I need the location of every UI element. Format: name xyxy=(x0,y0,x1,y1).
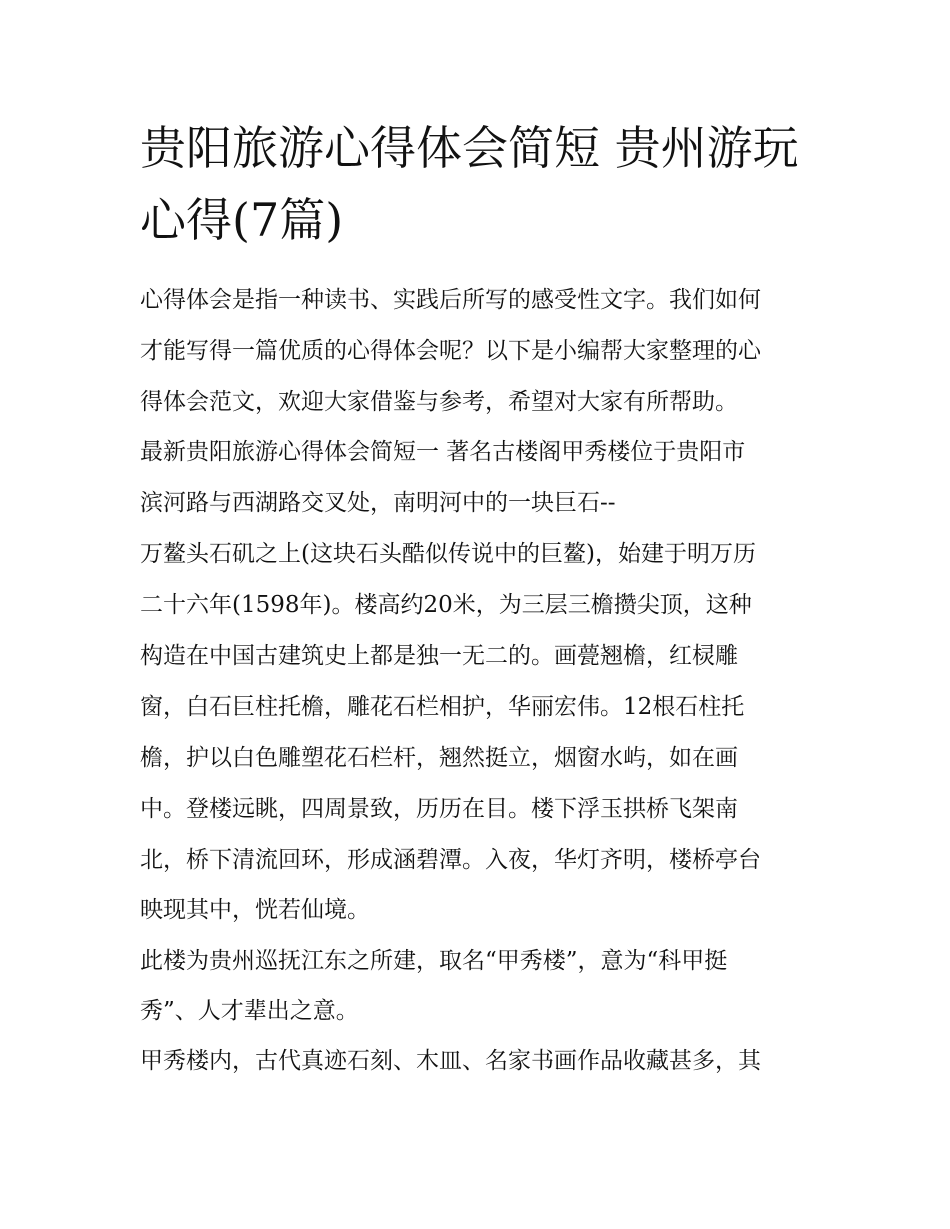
body-line: 此楼为贵州巡抚江东之所建，取名“甲秀楼”，意为“科甲挺 xyxy=(140,948,728,974)
body-line: 构造在中国古建筑史上都是独一无二的。画甍翘檐，红棂雕 xyxy=(140,643,738,669)
body-line: 甲秀楼内，古代真迹石刻、木皿、名家书画作品收藏甚多，其 xyxy=(140,1048,761,1074)
body-line: 中。登楼远眺，四周景致，历历在目。楼下浮玉拱桥飞架南 xyxy=(140,796,738,822)
body-line: 万鳌头石矶之上(这块石头酷似传说中的巨鳌)，始建于明万历 xyxy=(140,541,756,567)
body-line: 窗，白石巨柱托檐，雕花石栏相护，华丽宏伟。12根石柱托 xyxy=(140,694,745,720)
body-line: 北，桥下清流回环，形成涵碧潭。入夜，华灯齐明，楼桥亭台 xyxy=(140,847,761,873)
body-line: 映现其中，恍若仙境。 xyxy=(140,897,370,923)
body-line: 最新贵阳旅游心得体会简短一 著名古楼阁甲秀楼位于贵阳市 xyxy=(140,439,746,465)
document-title: 贵阳旅游心得体会简短 贵州游玩心得(7篇) xyxy=(140,121,799,247)
body-line: 檐，护以白色雕塑花石栏杆，翘然挺立，烟窗水屿，如在画 xyxy=(140,745,738,771)
body-line: 秀”、人才辈出之意。 xyxy=(140,998,359,1024)
body-line: 才能写得一篇优质的心得体会呢？以下是小编帮大家整理的心 xyxy=(140,338,761,364)
body-line: 得体会范文，欢迎大家借鉴与参考，希望对大家有所帮助。 xyxy=(140,389,738,415)
body-line: 滨河路与西湖路交叉处，南明河中的一块巨石-- xyxy=(140,490,616,516)
body-line: 心得体会是指一种读书、实践后所写的感受性文字。我们如何 xyxy=(140,287,761,313)
body-line: 二十六年(1598年)。楼高约20米，为三层三檐攒尖顶，这种 xyxy=(140,592,752,618)
